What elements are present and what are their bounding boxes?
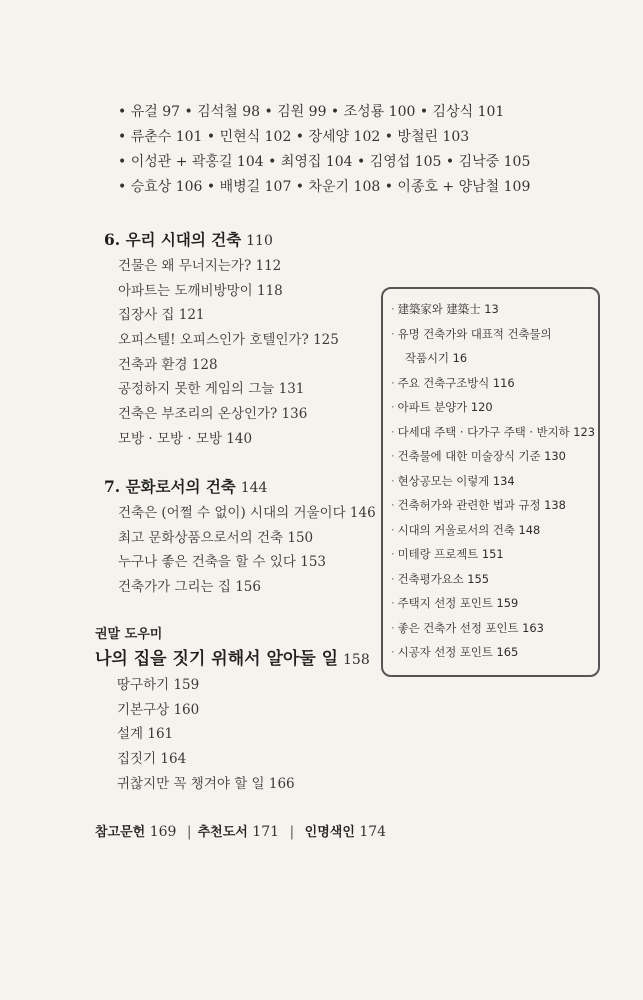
box-entry-label: 미테랑 프로젝트 151 bbox=[397, 547, 504, 561]
architect-line: • 류춘수 101 • 민현식 102 • 장세양 102 • 방철린 103 bbox=[118, 129, 470, 145]
toc-entry[interactable]: 모방 · 모방 · 모방 140 bbox=[118, 430, 253, 447]
box-entry-label: 아파트 분양가 120 bbox=[397, 400, 493, 414]
box-entry-label: 주요 건축구조방식 116 bbox=[397, 375, 515, 390]
toc-entry[interactable]: 땅구하기 159 bbox=[117, 677, 200, 693]
separator: | bbox=[289, 824, 295, 840]
box-entry[interactable] bbox=[391, 469, 592, 494]
toc-entry[interactable]: 집짓기 164 bbox=[117, 751, 187, 768]
bullet-icon: · bbox=[391, 302, 395, 316]
box-entry[interactable] bbox=[391, 567, 592, 592]
box-entry[interactable] bbox=[391, 518, 592, 543]
box-entry[interactable] bbox=[391, 591, 592, 616]
architect-index-list bbox=[118, 100, 538, 200]
toc-entry[interactable]: 건축은 부조리의 온상인가? 136 bbox=[118, 406, 308, 423]
box-entry[interactable] bbox=[391, 444, 592, 469]
chapter-6-heading[interactable] bbox=[104, 226, 339, 254]
box-entry[interactable] bbox=[391, 420, 595, 445]
appendix-heading[interactable] bbox=[95, 645, 370, 673]
box-entry[interactable] bbox=[391, 322, 592, 347]
toc-entry[interactable]: 설계 161 bbox=[117, 726, 174, 743]
box-entry-continuation[interactable] bbox=[391, 346, 592, 371]
references-line bbox=[95, 821, 386, 840]
toc-entry[interactable]: 공정하지 못한 게임의 그늘 131 bbox=[118, 381, 305, 398]
box-entry-label: 시대의 거울로서의 건축 148 bbox=[397, 522, 541, 537]
toc-entry[interactable]: 누구나 좋은 건축을 할 수 있다 153 bbox=[118, 554, 327, 571]
toc-entry[interactable]: 귀찮지만 꼭 챙겨야 할 일 166 bbox=[117, 775, 295, 792]
box-entry-label: 주택지 선정 포인트 159 bbox=[397, 596, 519, 610]
chapter-7-title: 7. 문화로서의 건축 bbox=[104, 477, 236, 496]
name-index-page: 174 bbox=[359, 824, 387, 840]
box-entry[interactable] bbox=[391, 542, 592, 567]
chapter-6-title: 6. 우리 시대의 건축 bbox=[104, 230, 242, 249]
architect-line: • 유걸 97 • 김석철 98 • 김원 99 • 조성룡 100 • 김상식 101 bbox=[118, 104, 505, 120]
box-entry-label: 건축허가와 관련한 법과 규정 138 bbox=[397, 498, 566, 512]
recommended-books-page: 171 bbox=[252, 824, 280, 840]
chapter-6-page: 110 bbox=[246, 233, 273, 249]
box-entry-label: 작품시기 16 bbox=[405, 351, 468, 365]
bullet-icon: · bbox=[391, 449, 395, 463]
box-entry-label: 다세대 주택 · 다가구 주택 · 반지하 123 bbox=[397, 424, 595, 439]
box-entry-label: 건축평가요소 155 bbox=[397, 571, 490, 586]
sidebar-box bbox=[381, 287, 600, 677]
bullet-icon: · bbox=[391, 473, 395, 488]
chapter-6 bbox=[104, 226, 339, 452]
bullet-icon: · bbox=[391, 400, 395, 414]
name-index-label[interactable]: 인명색인 bbox=[304, 825, 355, 840]
box-entry-label: 좋은 건축가 선정 포인트 163 bbox=[397, 620, 544, 635]
toc-entry[interactable]: 건축과 환경 128 bbox=[118, 356, 218, 373]
box-entry[interactable] bbox=[391, 493, 592, 518]
references-label[interactable]: 참고문헌 bbox=[95, 825, 146, 840]
bullet-icon: · bbox=[391, 547, 395, 561]
bullet-icon: · bbox=[391, 596, 395, 610]
bullet-icon: · bbox=[391, 326, 395, 341]
box-entry-label: 현상공모는 이렇게 134 bbox=[397, 473, 515, 488]
toc-entry[interactable]: 건축은 (어쩔 수 없이) 시대의 거울이다 146 bbox=[118, 505, 376, 521]
box-entry[interactable] bbox=[391, 371, 592, 396]
box-entry[interactable] bbox=[391, 640, 592, 665]
appendix-section bbox=[95, 645, 370, 796]
box-entry[interactable] bbox=[391, 395, 592, 420]
toc-entry[interactable]: 건축가가 그리는 집 156 bbox=[118, 579, 261, 596]
separator: | bbox=[186, 824, 192, 840]
box-entry[interactable] bbox=[391, 616, 592, 641]
box-entry[interactable] bbox=[391, 297, 592, 322]
bullet-icon: · bbox=[391, 375, 395, 390]
chapter-7-page: 144 bbox=[240, 480, 268, 496]
box-entry-label: 建築家와 建築士 13 bbox=[397, 302, 499, 316]
toc-entry[interactable]: 기본구상 160 bbox=[117, 701, 200, 718]
box-entry-label: 시공자 선정 포인트 165 bbox=[397, 645, 519, 659]
architect-line: • 승효상 106 • 배병길 107 • 차운기 108 • 이종호 + 양남철 109 bbox=[118, 179, 531, 195]
bullet-icon: · bbox=[391, 498, 395, 512]
bullet-icon: · bbox=[391, 424, 395, 439]
bullet-icon: · bbox=[391, 620, 395, 635]
toc-entry[interactable]: 최고 문화상품으로서의 건축 150 bbox=[118, 529, 314, 546]
box-entry-label: 유명 건축가와 대표적 건축물의 bbox=[397, 326, 552, 341]
box-entry-label: 건축물에 대한 미술장식 기준 130 bbox=[397, 449, 566, 463]
recommended-books-label[interactable]: 추천도서 bbox=[197, 825, 248, 840]
toc-entry[interactable]: 건물은 왜 무너지는가? 112 bbox=[118, 258, 282, 274]
chapter-7 bbox=[104, 473, 376, 600]
references-page: 169 bbox=[149, 824, 177, 840]
architect-line: • 이성관 + 곽홍길 104 • 최영집 104 • 김영섭 105 • 김낙중 105 bbox=[118, 154, 531, 170]
bullet-icon: · bbox=[391, 522, 395, 537]
appendix-label: 권말 도우미 bbox=[95, 627, 163, 642]
toc-entry[interactable]: 오피스텔! 오피스인가 호텔인가? 125 bbox=[118, 332, 339, 349]
appendix-title: 나의 집을 짓기 위해서 알아둘 일 bbox=[95, 649, 339, 669]
toc-entry[interactable]: 아파트는 도깨비방망이 118 bbox=[118, 282, 283, 299]
appendix-page: 158 bbox=[343, 652, 370, 668]
bullet-icon: · bbox=[391, 645, 395, 659]
bullet-icon: · bbox=[391, 571, 395, 586]
chapter-7-heading[interactable] bbox=[104, 473, 376, 501]
toc-entry[interactable]: 집장사 집 121 bbox=[118, 307, 205, 324]
